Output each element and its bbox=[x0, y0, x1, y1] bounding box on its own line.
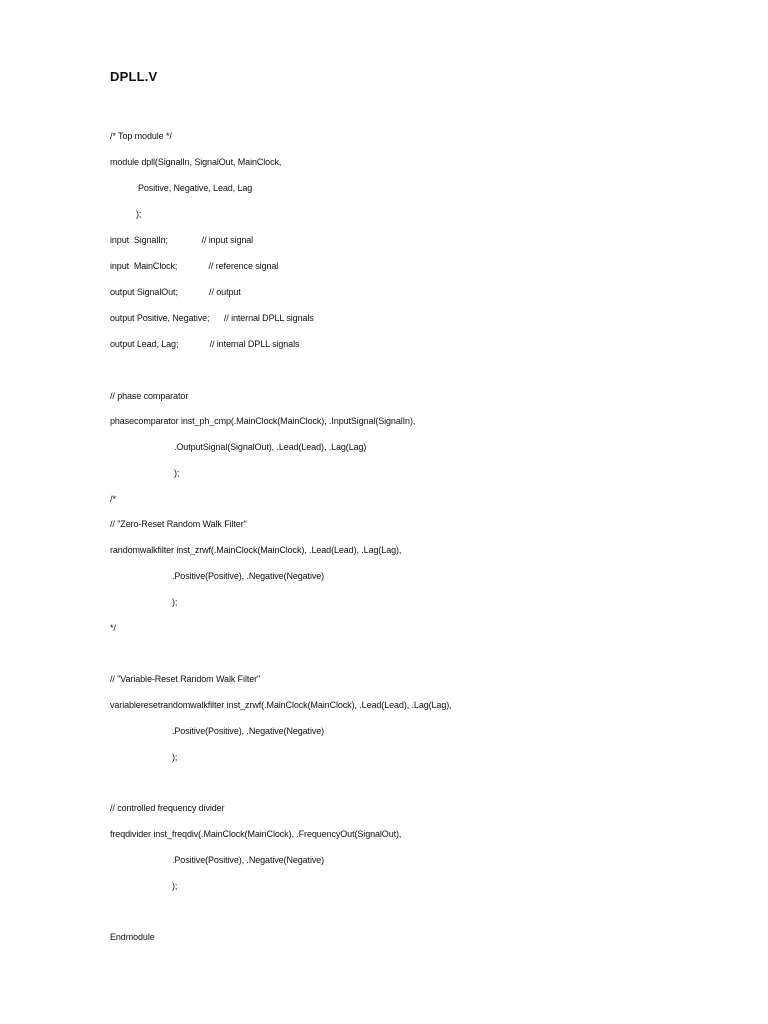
code-line: output Lead, Lag; // internal DPLL signals bbox=[110, 339, 300, 349]
code-line: module dpll(SignalIn, SignalOut, MainClock, bbox=[110, 157, 282, 167]
code-line: // "Zero-Reset Random Walk Filter" bbox=[110, 519, 247, 529]
code-line: /* Top module */ bbox=[110, 131, 172, 141]
code-line: ); bbox=[172, 752, 178, 762]
code-line: // "Variable-Reset Random Walk Filter" bbox=[110, 674, 261, 684]
code-line: .OutputSignal(SignalOut), .Lead(Lead), .Lag(Lag) bbox=[174, 442, 367, 452]
code-line: input SignalIn; // input signal bbox=[110, 235, 254, 245]
code-line: phasecomparator inst_ph_cmp(.MainClock(MainClock), .InputSignal(SignalIn), bbox=[110, 416, 416, 426]
code-line: ); bbox=[136, 209, 142, 219]
code-line: .Positive(Positive), .Negative(Negative) bbox=[172, 726, 325, 736]
code-line: Positive, Negative, Lead, Lag bbox=[138, 183, 253, 193]
code-line: randomwalkfilter inst_zrwf(.MainClock(MainClock), .Lead(Lead), .Lag(Lag), bbox=[110, 545, 402, 555]
code-line: freqdivider inst_freqdiv(.MainClock(MainClock), .FrequencyOut(SignalOut), bbox=[110, 829, 402, 839]
code-line: Endmodule bbox=[110, 932, 155, 942]
code-line: input MainClock; // reference signal bbox=[110, 261, 279, 271]
code-line: ); bbox=[172, 881, 178, 891]
code-line: ); bbox=[174, 468, 180, 478]
code-line: output SignalOut; // output bbox=[110, 287, 241, 297]
code-line: /* bbox=[110, 494, 116, 504]
code-line: .Positive(Positive), .Negative(Negative) bbox=[172, 571, 325, 581]
code-line: ); bbox=[172, 597, 178, 607]
document-title: DPLL.V bbox=[110, 69, 158, 84]
code-line: */ bbox=[110, 623, 116, 633]
code-line: output Positive, Negative; // internal DPLL signals bbox=[110, 313, 314, 323]
code-line: variableresetrandomwalkfilter inst_zrwf(.MainClock(MainClock), .Lead(Lead), .Lag(Lag), bbox=[110, 700, 452, 710]
code-line: // phase comparator bbox=[110, 391, 189, 401]
code-line: .Positive(Positive), .Negative(Negative) bbox=[172, 855, 325, 865]
code-line: // controlled frequency divider bbox=[110, 803, 225, 813]
